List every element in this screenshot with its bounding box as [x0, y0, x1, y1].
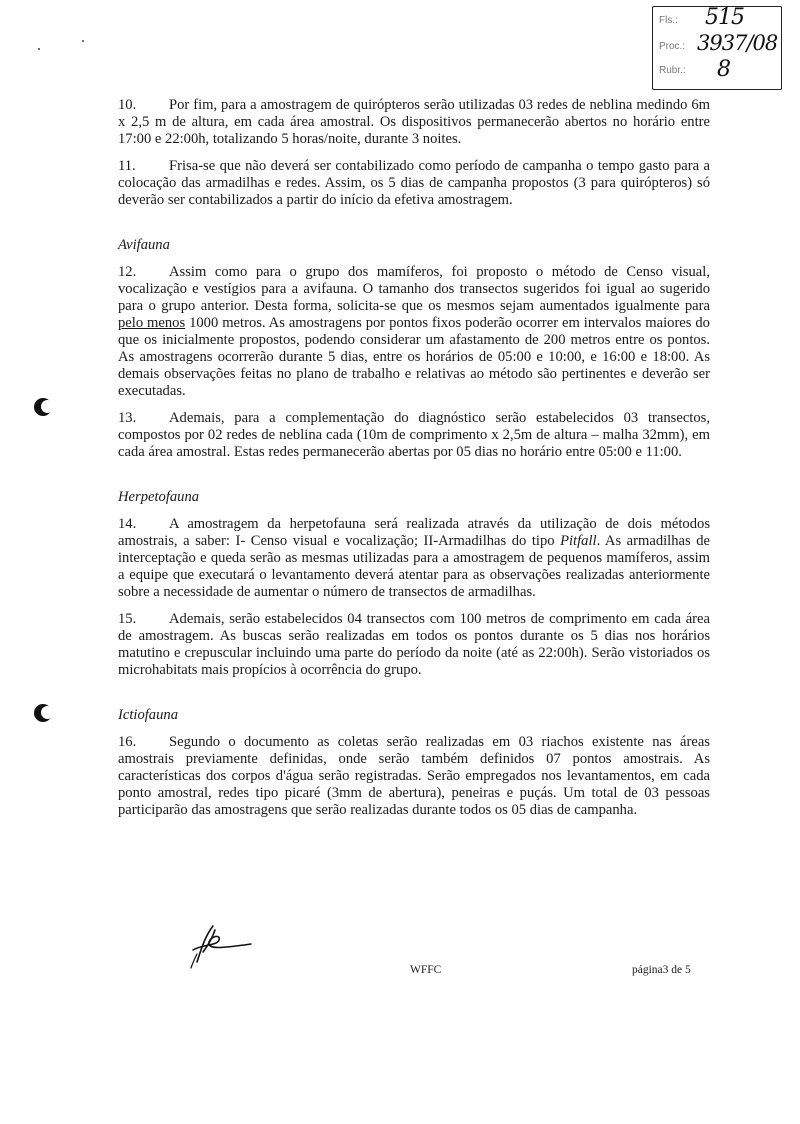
paragraph-14 — [118, 516, 710, 601]
paragraph-text: Frisa-se que não deverá ser contabilizado como período de campanha o tempo gasto para a colocação das armadilhas e redes. Assim, os 5 dias de campanha propostos (3 para quirópteros) só deverão ser contabilizados a partir do início da efetiva amostragem. — [118, 158, 710, 208]
paragraph-16 — [118, 734, 710, 819]
stamp-label-rubric: Rubr.: — [659, 65, 686, 76]
section-heading-avifauna: Avifauna — [118, 237, 170, 253]
binder-hole-mark — [34, 704, 52, 722]
paragraph-text: Ademais, para a complementação do diagnóstico serão estabelecidos 03 transectos, compostos por 02 redes de neblina cada (10m de comprimento x 2,5m de altura – malha 32mm), em cada área amostral. Estas redes permanecerão abertas por 05 dias no horário entre 05:00 e 11:00. — [118, 410, 710, 460]
paragraph-10 — [118, 97, 710, 148]
footer-organization: WFFC — [410, 964, 442, 976]
paragraph-text: Assim como para o grupo dos mamíferos, foi proposto o método de Censo visual, vocalização e vestígios para a avifauna. O tamanho dos transectos sugeridos foi igual ao sugerido para o grupo anterior. Desta forma, solicita-se que os mesmos sejam aumentados igualmente para — [118, 264, 710, 314]
stamp-process-number: 3937/08 — [697, 31, 778, 55]
stamp-folio-number: 515 — [705, 5, 744, 30]
handwritten-signature — [183, 922, 253, 970]
paragraph-text: Por fim, para a amostragem de quirópteros serão utilizadas 03 redes de neblina medindo 6m x 2,5 m de altura, em cada área amostral. Os dispositivos permanecerão abertos no horário entre 17:00 e 22:00h, totalizando 5 horas/noite, durante 3 noites. — [118, 97, 710, 147]
section-heading-herpetofauna: Herpetofauna — [118, 489, 200, 505]
paragraph-text: Ademais, serão estabelecidos 04 transectos com 100 metros de comprimento em cada área de amostragem. As buscas serão realizadas em todos os pontos durante os 5 dias nos horários matutino e crepuscular incluindo uma parte do período da noite (até as 22:00h). Serão vistoriados os microhabitats mais propícios à ocorrência do grupo. — [118, 611, 710, 678]
paragraph-number: 14. — [118, 516, 137, 532]
paragraph-15 — [118, 611, 710, 679]
paragraph-text: Segundo o documento as coletas serão realizadas em 03 riachos existente nas áreas amostrais previamente definidas, onde serão também definidos 07 pontos amostrais. As características dos corpos d'água serão registradas. Serão empregados nos levantamentos, em cada ponto amostral, redes tipo picaré (3mm de abertura), peneiras e puçás. Um total de 03 pessoas participarão das amostragens que serão realizadas durante todos os 05 dias de campanha. — [118, 734, 710, 818]
stamp-initial: 8 — [717, 57, 730, 82]
paragraph-number: 15. — [118, 611, 137, 627]
paragraph-11 — [118, 158, 710, 209]
footer-page-number: página3 de 5 — [632, 964, 691, 976]
paragraph-number: 10. — [118, 97, 137, 113]
paragraph-text-cont: . As armadilhas de interceptação e queda serão as mesmas utilizadas para a amostragem de pequenos mamíferos, assim a equipe que executará o levantamento deverá atentar para as observações realizadas anteriormente sobre a necessidade de aumentar o número de transectos de armadilhas. — [118, 533, 710, 600]
paragraph-13 — [118, 410, 710, 461]
protocol-stamp — [652, 6, 782, 90]
paragraph-number: 11. — [118, 158, 136, 174]
section-heading-ictiofauna: Ictiofauna — [118, 707, 178, 723]
stamp-label-folio: Fls.: — [659, 15, 678, 26]
document-body — [118, 97, 710, 829]
paragraph-12 — [118, 264, 710, 400]
underlined-phrase: pelo menos — [118, 315, 186, 331]
paragraph-text-cont: 1000 metros. As amostragens por pontos fixos poderão ocorrer em intervalos maiores do que os inicialmente propostos, podendo considerar um afastamento de 200 metros entre os pontos. As amostragens ocorrerão durante 5 dias, entre os horários de 05:00 e 10:00, e 16:00 e 18:00. As demais observações feitas no plano de trabalho e relativas ao método são pertinentes e deverão ser executadas. — [118, 315, 710, 399]
binder-hole-mark — [34, 398, 52, 416]
paragraph-number: 12. — [118, 264, 137, 280]
scan-speck — [38, 48, 40, 50]
scan-speck — [82, 40, 84, 42]
stamp-label-process: Proc.: — [659, 41, 686, 52]
paragraph-text: A amostragem da herpetofauna será realizada através da utilização de dois métodos amostrais, a saber: I- Censo visual e vocalização; II-Armadilhas do tipo — [118, 516, 710, 549]
paragraph-number: 13. — [118, 410, 137, 426]
italic-term: Pitfall — [560, 533, 597, 549]
paragraph-number: 16. — [118, 734, 137, 750]
